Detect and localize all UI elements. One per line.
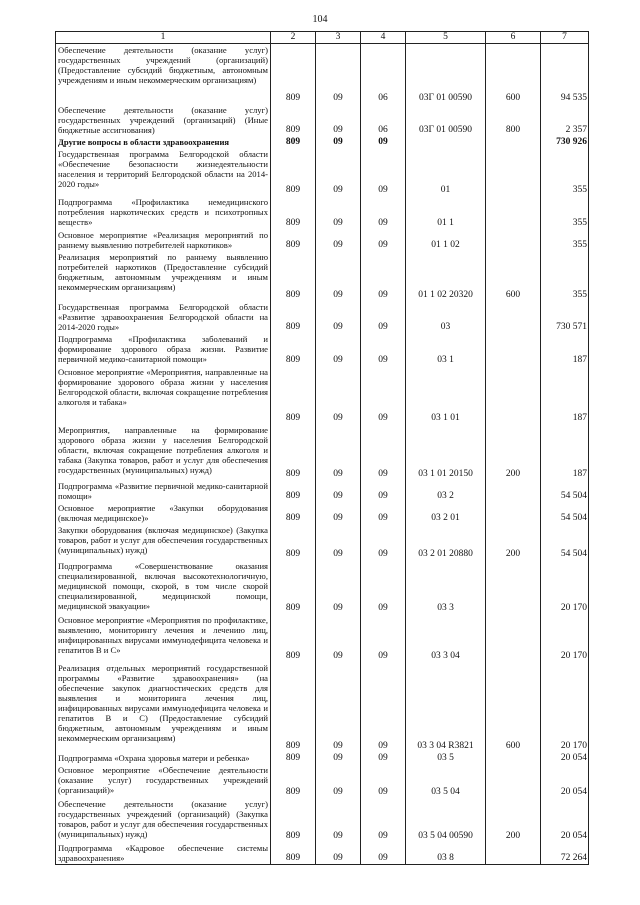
cell-target-article: 03 1 01 20150 — [406, 424, 486, 480]
cell-target-article: 03 5 04 — [406, 764, 486, 798]
row-description: Подпрограмма «Охрана здоровья матери и ребенка» — [56, 752, 271, 764]
table-row — [56, 764, 589, 798]
cell-amount: 355 — [541, 196, 589, 229]
column-header: 2 — [271, 32, 316, 44]
cell-ministry-code: 809 — [271, 480, 316, 502]
cell-amount: 54 504 — [541, 480, 589, 502]
cell-section-code: 09 — [316, 366, 361, 424]
cell-expense-type — [486, 764, 541, 798]
cell-section-code: 09 — [316, 662, 361, 752]
page-number: 104 — [312, 14, 328, 25]
column-header: 5 — [406, 32, 486, 44]
cell-ministry-code: 809 — [271, 366, 316, 424]
cell-subsection-code: 09 — [361, 229, 406, 251]
row-description: Подпрограмма «Развитие первичной медико-санитарной помощи» — [56, 480, 271, 502]
table-row — [56, 196, 589, 229]
table-row — [56, 752, 589, 764]
row-description: Закупки оборудования (включая медицинское) (Закупка товаров, работ и услуг для обеспечения государственных (муниципальных) нужд) — [56, 524, 271, 560]
cell-amount: 355 — [541, 229, 589, 251]
cell-expense-type — [486, 366, 541, 424]
cell-subsection-code: 09 — [361, 480, 406, 502]
row-description: Основное мероприятие «Реализация мероприятий по раннему выявлению потребителей наркотиков» — [56, 229, 271, 251]
table-row — [56, 842, 589, 865]
cell-section-code: 09 — [316, 798, 361, 842]
cell-ministry-code: 809 — [271, 614, 316, 662]
cell-ministry-code: 809 — [271, 842, 316, 865]
cell-ministry-code: 809 — [271, 148, 316, 196]
cell-subsection-code: 09 — [361, 301, 406, 333]
cell-subsection-code: 09 — [361, 614, 406, 662]
cell-amount: 20 170 — [541, 662, 589, 752]
cell-amount: 355 — [541, 148, 589, 196]
cell-expense-type — [486, 333, 541, 366]
cell-amount: 2 357 — [541, 104, 589, 136]
row-description: Подпрограмма «Совершенствование оказания специализированной, включая высокотехнологичную, медицинской помощи, скорой, в том числе скорой специализированной, медицинской помощи, медицинской эвакуации» — [56, 560, 271, 614]
table-row — [56, 229, 589, 251]
row-description: Подпрограмма «Профилактика заболеваний и формирование здорового образа жизни. Развитие первичной медико-санитарной помощи» — [56, 333, 271, 366]
table-body — [56, 44, 589, 865]
cell-section-code: 09 — [316, 424, 361, 480]
column-header: 6 — [486, 32, 541, 44]
table-row — [56, 44, 589, 104]
column-header: 1 — [56, 32, 271, 44]
row-description: Реализация мероприятий по раннему выявлению потребителей наркотиков (Предоставление субсидий бюджетным, автономным учреждениям и иным некоммерческим организациям) — [56, 251, 271, 301]
table-row — [56, 136, 589, 148]
column-header: 3 — [316, 32, 361, 44]
cell-ministry-code: 809 — [271, 251, 316, 301]
cell-ministry-code: 809 — [271, 798, 316, 842]
cell-subsection-code: 09 — [361, 366, 406, 424]
cell-target-article: 03Г 01 00590 — [406, 104, 486, 136]
cell-amount: 187 — [541, 333, 589, 366]
cell-amount: 20 054 — [541, 764, 589, 798]
cell-expense-type — [486, 842, 541, 865]
cell-expense-type — [486, 480, 541, 502]
cell-expense-type — [486, 752, 541, 764]
cell-target-article: 01 — [406, 148, 486, 196]
column-header: 7 — [541, 32, 589, 44]
cell-section-code: 09 — [316, 148, 361, 196]
cell-amount: 94 535 — [541, 44, 589, 104]
cell-ministry-code: 809 — [271, 301, 316, 333]
row-description: Государственная программа Белгородской области «Обеспечение безопасности жизнедеятельности населения и территорий Белгородской области на 2014-2020 годы» — [56, 148, 271, 196]
cell-target-article: 01 1 02 20320 — [406, 251, 486, 301]
cell-amount: 72 264 — [541, 842, 589, 865]
cell-subsection-code: 09 — [361, 333, 406, 366]
row-description: Основное мероприятие «Мероприятия по профилактике, выявлению, мониторингу лечения и лечению лиц, инфицированных вирусами иммунодефицита человека и гепатитов В и С» — [56, 614, 271, 662]
cell-ministry-code: 809 — [271, 229, 316, 251]
cell-target-article: 01 1 — [406, 196, 486, 229]
row-description: Подпрограмма «Кадровое обеспечение системы здравоохранения» — [56, 842, 271, 865]
cell-section-code: 09 — [316, 524, 361, 560]
cell-target-article: 03 — [406, 301, 486, 333]
cell-amount: 187 — [541, 366, 589, 424]
cell-subsection-code: 09 — [361, 842, 406, 865]
cell-subsection-code: 09 — [361, 662, 406, 752]
cell-section-code: 09 — [316, 44, 361, 104]
table-row — [56, 366, 589, 424]
table-row — [56, 424, 589, 480]
cell-ministry-code: 809 — [271, 560, 316, 614]
table-row — [56, 251, 589, 301]
cell-ministry-code: 809 — [271, 524, 316, 560]
row-description: Реализация отдельных мероприятий государственной программы «Развитие здравоохранения» (на обеспечение закупок диагностических средств для выявления и мониторинга лечения лиц, инфицированных вирусами иммунодефицита человека и гепатитов В и С) (Предоставление субсидий бюджетным, автономным учреждениям и иным некоммерческим организациям) — [56, 662, 271, 752]
cell-expense-type: 200 — [486, 798, 541, 842]
row-description: Обеспечение деятельности (оказание услуг) государственных учреждений (организаций) (Иные бюджетные ассигнования) — [56, 104, 271, 136]
cell-ministry-code: 809 — [271, 333, 316, 366]
cell-ministry-code: 809 — [271, 104, 316, 136]
cell-section-code: 09 — [316, 196, 361, 229]
table-header-row — [56, 32, 589, 44]
cell-expense-type — [486, 136, 541, 148]
row-description: Подпрограмма «Профилактика немедицинского потребления наркотических средств и психотропных веществ» — [56, 196, 271, 229]
cell-section-code: 09 — [316, 333, 361, 366]
table-row — [56, 480, 589, 502]
row-description: Обеспечение деятельности (оказание услуг) государственных учреждений (организаций) (Предоставление субсидий бюджетным, автономным учреждениям и иным некоммерческим организациям) — [56, 44, 271, 104]
cell-ministry-code: 809 — [271, 424, 316, 480]
cell-section-code: 09 — [316, 104, 361, 136]
cell-amount: 730 571 — [541, 301, 589, 333]
cell-target-article: 03 1 01 — [406, 366, 486, 424]
cell-expense-type — [486, 229, 541, 251]
cell-subsection-code: 09 — [361, 424, 406, 480]
column-header: 4 — [361, 32, 406, 44]
cell-section-code: 09 — [316, 136, 361, 148]
cell-subsection-code: 09 — [361, 196, 406, 229]
cell-section-code: 09 — [316, 251, 361, 301]
cell-target-article: 01 1 02 — [406, 229, 486, 251]
cell-target-article: 03 5 — [406, 752, 486, 764]
cell-target-article: 03 3 04 R3821 — [406, 662, 486, 752]
cell-section-code: 09 — [316, 842, 361, 865]
cell-expense-type: 800 — [486, 104, 541, 136]
cell-ministry-code: 809 — [271, 196, 316, 229]
cell-amount: 54 504 — [541, 524, 589, 560]
cell-section-code: 09 — [316, 764, 361, 798]
cell-amount: 20 170 — [541, 560, 589, 614]
cell-ministry-code: 809 — [271, 752, 316, 764]
cell-subsection-code: 09 — [361, 251, 406, 301]
row-description: Основное мероприятие «Мероприятия, направленные на формирование здорового образа жизни у населения Белгородской области, включая сокращение потребления алкоголя и табака» — [56, 366, 271, 424]
cell-subsection-code: 09 — [361, 752, 406, 764]
cell-section-code: 09 — [316, 502, 361, 524]
row-description: Основное мероприятие «Обеспечение деятельности (оказание услуг) государственных учреждений (организаций)» — [56, 764, 271, 798]
cell-subsection-code: 09 — [361, 764, 406, 798]
cell-subsection-code: 09 — [361, 524, 406, 560]
cell-expense-type: 200 — [486, 424, 541, 480]
cell-section-code: 09 — [316, 229, 361, 251]
cell-expense-type: 600 — [486, 662, 541, 752]
table-row — [56, 502, 589, 524]
cell-ministry-code: 809 — [271, 764, 316, 798]
cell-target-article: 03 2 01 — [406, 502, 486, 524]
cell-subsection-code: 06 — [361, 44, 406, 104]
cell-expense-type: 200 — [486, 524, 541, 560]
cell-amount: 20 170 — [541, 614, 589, 662]
cell-expense-type: 600 — [486, 251, 541, 301]
cell-ministry-code: 809 — [271, 502, 316, 524]
cell-amount: 187 — [541, 424, 589, 480]
table-row — [56, 560, 589, 614]
cell-expense-type — [486, 502, 541, 524]
table-row — [56, 148, 589, 196]
cell-amount: 20 054 — [541, 752, 589, 764]
cell-target-article: 03 5 04 00590 — [406, 798, 486, 842]
cell-target-article: 03Г 01 00590 — [406, 44, 486, 104]
cell-expense-type — [486, 301, 541, 333]
cell-target-article: 03 8 — [406, 842, 486, 865]
table-row — [56, 798, 589, 842]
table-row — [56, 524, 589, 560]
cell-target-article: 03 2 01 20880 — [406, 524, 486, 560]
cell-section-code: 09 — [316, 560, 361, 614]
cell-amount: 20 054 — [541, 798, 589, 842]
table-row — [56, 104, 589, 136]
cell-target-article — [406, 136, 486, 148]
row-description: Основное мероприятие «Закупки оборудования (включая медицинское)» — [56, 502, 271, 524]
cell-expense-type — [486, 614, 541, 662]
row-description: Мероприятия, направленные на формирование здорового образа жизни у населения Белгородской области, включая сокращение потребления алкоголя и табака (Закупка товаров, работ и услуг для обеспечения государственных (муниципальных) нужд) — [56, 424, 271, 480]
row-description: Государственная программа Белгородской области «Развитие здравоохранения Белгородской области на 2014-2020 годы» — [56, 301, 271, 333]
cell-target-article: 03 1 — [406, 333, 486, 366]
table-row — [56, 333, 589, 366]
budget-table — [55, 31, 589, 865]
cell-expense-type — [486, 196, 541, 229]
cell-amount: 54 504 — [541, 502, 589, 524]
cell-subsection-code: 09 — [361, 560, 406, 614]
cell-ministry-code: 809 — [271, 44, 316, 104]
table-row — [56, 614, 589, 662]
cell-section-code: 09 — [316, 752, 361, 764]
cell-section-code: 09 — [316, 480, 361, 502]
cell-target-article: 03 3 — [406, 560, 486, 614]
cell-expense-type: 600 — [486, 44, 541, 104]
cell-amount: 355 — [541, 251, 589, 301]
cell-subsection-code: 06 — [361, 104, 406, 136]
cell-subsection-code: 09 — [361, 148, 406, 196]
row-description: Другие вопросы в области здравоохранения — [56, 136, 271, 148]
table-row — [56, 301, 589, 333]
cell-subsection-code: 09 — [361, 502, 406, 524]
cell-subsection-code: 09 — [361, 136, 406, 148]
cell-ministry-code: 809 — [271, 662, 316, 752]
cell-subsection-code: 09 — [361, 798, 406, 842]
table-row — [56, 662, 589, 752]
cell-expense-type — [486, 148, 541, 196]
cell-section-code: 09 — [316, 301, 361, 333]
cell-expense-type — [486, 560, 541, 614]
cell-target-article: 03 3 04 — [406, 614, 486, 662]
cell-ministry-code: 809 — [271, 136, 316, 148]
cell-target-article: 03 2 — [406, 480, 486, 502]
row-description: Обеспечение деятельности (оказание услуг) государственных учреждений (организаций) (Закупка товаров, работ и услуг для обеспечения государственных (муниципальных) нужд) — [56, 798, 271, 842]
cell-amount: 730 926 — [541, 136, 589, 148]
cell-section-code: 09 — [316, 614, 361, 662]
